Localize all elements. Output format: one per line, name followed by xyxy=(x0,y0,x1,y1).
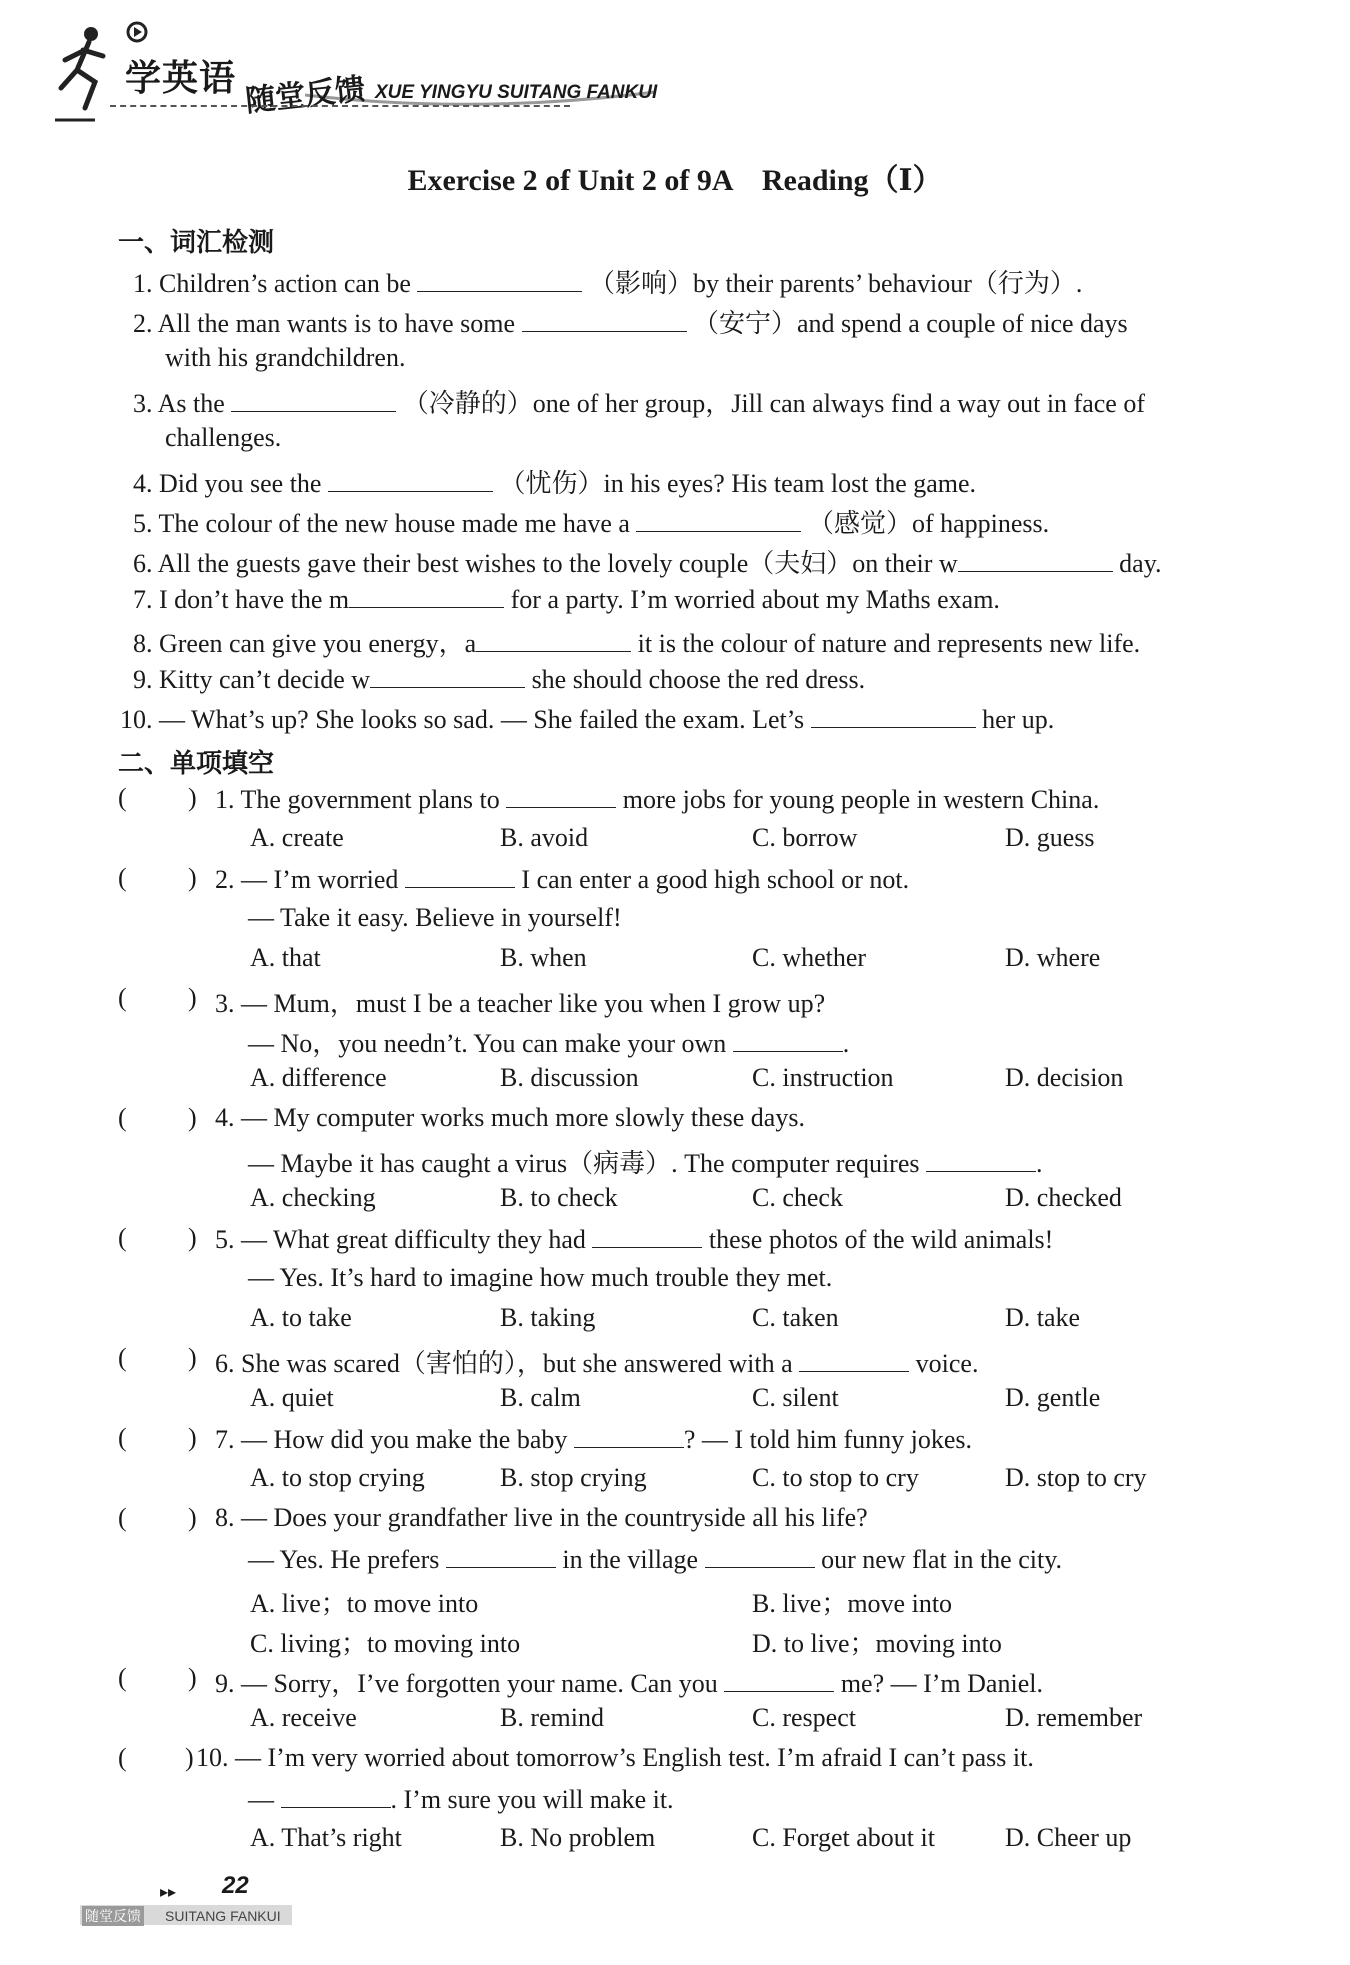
answer-blank[interactable] xyxy=(281,1783,391,1808)
question-8-option-b[interactable]: B. live；move into xyxy=(752,1589,953,1618)
vocab-item-5: 5. The colour of the new house made me have a （感觉）of happiness. xyxy=(133,509,1050,538)
vocab-item-10: 10. — What’s up? She looks so sad. — She failed the exam. Let’s her up. xyxy=(120,705,1055,734)
question-8-option-a[interactable]: A. live；to move into xyxy=(250,1589,479,1618)
question-1-stem: 1. The government plans to more jobs for young people in western China. xyxy=(215,785,1100,814)
question-10-option-b[interactable]: B. No problem xyxy=(500,1823,656,1852)
question-6-option-b[interactable]: B. calm xyxy=(500,1383,581,1412)
vocab-item-8: 8. Green can give you energy，a it is the colour of nature and represents new life. xyxy=(133,629,1141,658)
header-subtitle-cn: 随堂反馈 xyxy=(243,71,367,120)
answer-blank[interactable] xyxy=(522,307,687,332)
answer-blank[interactable] xyxy=(506,783,616,808)
question-3-line-2: — No，you needn’t. You can make your own . xyxy=(248,1029,850,1058)
question-7-option-b[interactable]: B. stop crying xyxy=(500,1463,647,1492)
answer-bracket-close: ) xyxy=(188,1103,197,1132)
question-10-line-2: — . I’m sure you will make it. xyxy=(248,1785,674,1814)
answer-blank[interactable] xyxy=(446,1543,556,1568)
question-3-option-d[interactable]: D. decision xyxy=(1005,1063,1124,1092)
question-10-stem: 10. — I’m very worried about tomorrow’s English test. I’m afraid I can’t pass it. xyxy=(196,1743,1034,1772)
question-7-stem: 7. — How did you make the baby ? — I told him funny jokes. xyxy=(215,1425,973,1454)
question-9-option-b[interactable]: B. remind xyxy=(500,1703,604,1732)
question-8-option-c[interactable]: C. living；to moving into xyxy=(250,1629,521,1658)
answer-blank[interactable] xyxy=(926,1147,1036,1172)
answer-bracket-close: ) xyxy=(188,983,197,1012)
footer-label-cn: 随堂反馈 xyxy=(82,1906,144,1926)
question-4-option-c[interactable]: C. check xyxy=(752,1183,843,1212)
answer-bracket-open: ( xyxy=(118,983,127,1012)
answer-blank[interactable] xyxy=(405,863,515,888)
question-3-option-a[interactable]: A. difference xyxy=(250,1063,387,1092)
question-9-option-c[interactable]: C. respect xyxy=(752,1703,856,1732)
question-5-option-a[interactable]: A. to take xyxy=(250,1303,352,1332)
footer-arrow-icon: ▸▸ xyxy=(160,1882,177,1901)
question-1-option-d[interactable]: D. guess xyxy=(1005,823,1095,852)
question-2-line-2: — Take it easy. Believe in yourself! xyxy=(248,903,622,932)
question-4-line-2: — Maybe it has caught a virus（病毒）. The computer requires . xyxy=(248,1149,1043,1178)
answer-bracket-open: ( xyxy=(118,1343,127,1372)
answer-blank[interactable] xyxy=(724,1667,834,1692)
question-1-option-c[interactable]: C. borrow xyxy=(752,823,858,852)
answer-blank[interactable] xyxy=(636,507,801,532)
answer-bracket-open: ( xyxy=(118,1423,127,1452)
question-6-option-a[interactable]: A. quiet xyxy=(250,1383,334,1412)
question-4-option-d[interactable]: D. checked xyxy=(1005,1183,1122,1212)
answer-blank[interactable] xyxy=(811,703,976,728)
vocab-item-1: 1. Children’s action can be （影响）by their parents’ behaviour（行为）. xyxy=(133,269,1083,298)
section-heading-vocabulary: 一、词汇检测 xyxy=(118,228,275,258)
vocab-item-2: 2. All the man wants is to have some （安宁）and spend a couple of nice days xyxy=(133,309,1128,338)
answer-blank[interactable] xyxy=(958,547,1113,572)
question-10-option-d[interactable]: D. Cheer up xyxy=(1005,1823,1132,1852)
question-4-stem: 4. — My computer works much more slowly these days. xyxy=(215,1103,805,1132)
question-3-stem: 3. — Mum，must I be a teacher like you when I grow up? xyxy=(215,989,826,1018)
answer-bracket-close: ) xyxy=(188,863,197,892)
footer-label-pinyin: SUITANG FANKUI xyxy=(165,1908,281,1924)
question-3-option-b[interactable]: B. discussion xyxy=(500,1063,639,1092)
answer-blank[interactable] xyxy=(592,1223,702,1248)
question-4-option-b[interactable]: B. to check xyxy=(500,1183,618,1212)
answer-bracket-open: ( xyxy=(118,1743,127,1772)
question-2-option-b[interactable]: B. when xyxy=(500,943,587,972)
question-8-line-2: — Yes. He prefers in the village our new flat in the city. xyxy=(248,1545,1063,1574)
question-4-option-a[interactable]: A. checking xyxy=(250,1183,376,1212)
vocab-item-7: 7. I don’t have the m for a party. I’m worried about my Maths exam. xyxy=(133,585,1000,614)
header-divider xyxy=(110,105,570,107)
answer-blank[interactable] xyxy=(370,663,525,688)
answer-blank[interactable] xyxy=(705,1543,815,1568)
page-number: 22 xyxy=(222,1872,249,1899)
answer-blank[interactable] xyxy=(476,627,631,652)
question-1-option-b[interactable]: B. avoid xyxy=(500,823,589,852)
answer-blank[interactable] xyxy=(799,1347,909,1372)
question-7-option-c[interactable]: C. to stop to cry xyxy=(752,1463,919,1492)
question-2-option-d[interactable]: D. where xyxy=(1005,943,1101,972)
question-2-option-a[interactable]: A. that xyxy=(250,943,321,972)
question-5-stem: 5. — What great difficulty they had these photos of the wild animals! xyxy=(215,1225,1054,1254)
answer-blank[interactable] xyxy=(231,387,396,412)
header-pinyin: XUE YINGYU SUITANG FANKUI xyxy=(375,82,658,103)
answer-bracket-open: ( xyxy=(118,783,127,812)
answer-bracket-close: ) xyxy=(188,1503,197,1532)
answer-bracket-open: ( xyxy=(118,1223,127,1252)
answer-bracket-close: ) xyxy=(185,1743,194,1772)
answer-bracket-close: ) xyxy=(188,783,197,812)
vocab-item-9: 9. Kitty can’t decide w she should choose the red dress. xyxy=(133,665,866,694)
question-9-option-d[interactable]: D. remember xyxy=(1005,1703,1143,1732)
vocab-item-6: 6. All the guests gave their best wishes to the lovely couple（夫妇）on their w day. xyxy=(133,549,1162,578)
vocab-item-3-cont: challenges. xyxy=(165,423,282,452)
answer-bracket-close: ) xyxy=(188,1663,197,1692)
answer-blank[interactable] xyxy=(574,1423,684,1448)
question-5-option-d[interactable]: D. take xyxy=(1005,1303,1081,1332)
question-5-line-2: — Yes. It’s hard to imagine how much trouble they met. xyxy=(248,1263,833,1292)
answer-blank[interactable] xyxy=(733,1027,843,1052)
question-1-option-a[interactable]: A. create xyxy=(250,823,344,852)
page-title: Exercise 2 of Unit 2 of 9A Reading（Ⅰ） xyxy=(407,164,943,197)
answer-bracket-open: ( xyxy=(118,1103,127,1132)
answer-bracket-open: ( xyxy=(118,1663,127,1692)
question-6-option-d[interactable]: D. gentle xyxy=(1005,1383,1101,1412)
question-2-option-c[interactable]: C. whether xyxy=(752,943,867,972)
question-9-option-a[interactable]: A. receive xyxy=(250,1703,357,1732)
vocab-item-2-cont: with his grandchildren. xyxy=(165,343,406,372)
question-7-option-d[interactable]: D. stop to cry xyxy=(1005,1463,1147,1492)
section-heading-multiple-choice: 二、单项填空 xyxy=(118,749,275,779)
question-10-option-c[interactable]: C. Forget about it xyxy=(752,1823,935,1852)
question-5-option-c[interactable]: C. taken xyxy=(752,1303,839,1332)
answer-bracket-close: ) xyxy=(188,1223,197,1252)
vocab-item-3: 3. As the （冷静的）one of her group，Jill can always find a way out in face of xyxy=(133,389,1145,418)
question-6-stem: 6. She was scared（害怕的），but she answered with a voice. xyxy=(215,1349,979,1378)
book-header xyxy=(55,20,675,130)
question-10-option-a[interactable]: A. That’s right xyxy=(250,1823,402,1852)
question-8-option-d[interactable]: D. to live；moving into xyxy=(752,1629,1002,1658)
question-7-option-a[interactable]: A. to stop crying xyxy=(250,1463,425,1492)
vocab-item-4: 4. Did you see the （忧伤）in his eyes? His team lost the game. xyxy=(133,469,977,498)
answer-blank[interactable] xyxy=(328,467,493,492)
header-title-cn: 学英语 xyxy=(125,58,237,99)
question-3-option-c[interactable]: C. instruction xyxy=(752,1063,894,1092)
question-6-option-c[interactable]: C. silent xyxy=(752,1383,839,1412)
answer-bracket-open: ( xyxy=(118,1503,127,1532)
question-2-stem: 2. — I’m worried I can enter a good high school or not. xyxy=(215,865,910,894)
question-9-stem: 9. — Sorry，I’ve forgotten your name. Can you me? — I’m Daniel. xyxy=(215,1669,1043,1698)
question-5-option-b[interactable]: B. taking xyxy=(500,1303,596,1332)
answer-blank[interactable] xyxy=(417,267,582,292)
answer-blank[interactable] xyxy=(349,583,504,608)
question-8-stem: 8. — Does your grandfather live in the countryside all his life? xyxy=(215,1503,868,1532)
answer-bracket-open: ( xyxy=(118,863,127,892)
answer-bracket-close: ) xyxy=(188,1343,197,1372)
answer-bracket-close: ) xyxy=(188,1423,197,1452)
